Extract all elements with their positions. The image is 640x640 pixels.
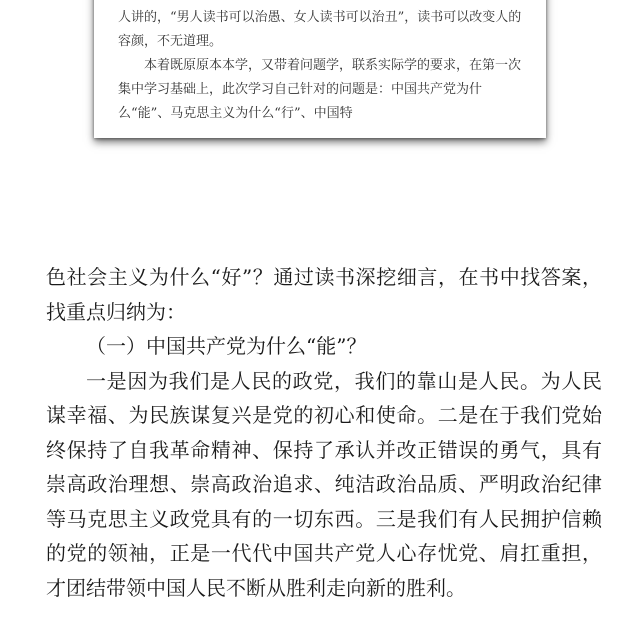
card-text-block <box>118 6 528 126</box>
body-paragraph: 一是因为我们是人民的政党，我们的靠山是人民。为人民谋幸福、为民族谋复兴是党的初心和使命。二是在于我们党始终保持了自我革命精神、保持了承认并改正错误的勇气，具有崇高政治理想、崇高政治追求、纯洁政治品质、严明政治纪律等马克思主义政党具有的一切东西。三是我们有人民拥护信赖的党的领袖，正是一代代中国共产党人心存忧党、肩扛重担，才团结带领中国人民不断从胜利走向新的胜利。 <box>46 368 602 600</box>
section-heading: （一）中国共产党为什么“能”？ <box>86 334 367 358</box>
card-paragraph-1: 人讲的，“男人读书可以治愚、女人读书可以治丑”，读书可以改变人的容颜，不无道理。 <box>118 10 522 49</box>
page-card <box>94 0 546 138</box>
intro-paragraph: 色社会主义为什么“好”？通过读书深挖细言，在书中找答案，找重点归纳为： <box>46 265 602 324</box>
main-text-block <box>46 260 602 605</box>
card-paragraph-2: 本着既原原本本学，又带着问题学，联系实际学的要求，在第一次集中学习基础上，此次学习自己针对的问题是：中国共产党为什么“能”、马克思主义为什么“行”、中国特 <box>118 58 522 121</box>
